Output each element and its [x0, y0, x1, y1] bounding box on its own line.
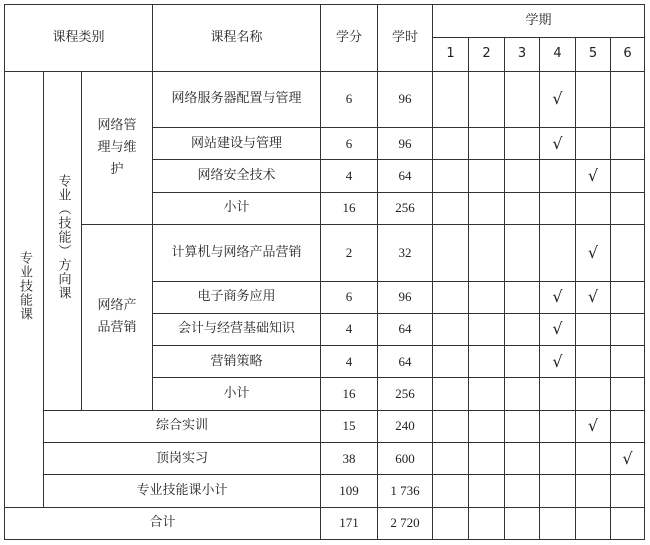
semester-mark [433, 378, 469, 410]
semester-mark: √ [576, 410, 611, 442]
total-hours: 2 720 [378, 507, 433, 539]
header-semester-3: 3 [505, 38, 540, 71]
group-cell [82, 71, 153, 224]
course-name: 网络服务器配置与管理 [153, 71, 321, 128]
semester-mark [433, 475, 469, 507]
semester-mark [505, 225, 540, 282]
semester-mark [433, 160, 469, 192]
semester-mark: √ [540, 346, 576, 378]
semester-mark [469, 378, 505, 410]
semester-mark [576, 346, 611, 378]
semester-mark [540, 160, 576, 192]
semester-mark [540, 443, 576, 475]
semester-mark [611, 192, 645, 224]
course-credit: 4 [321, 160, 378, 192]
semester-mark [540, 475, 576, 507]
header-hours: 学时 [378, 5, 433, 72]
semester-mark [505, 313, 540, 345]
semester-mark [540, 225, 576, 282]
subtotal-credit: 16 [321, 192, 378, 224]
header-row-1 [5, 5, 645, 38]
course-hours: 64 [378, 160, 433, 192]
course-hours: 64 [378, 313, 433, 345]
semester-mark: √ [576, 160, 611, 192]
subtotal-label: 小计 [153, 192, 321, 224]
semester-mark [505, 410, 540, 442]
category-sub-cell [44, 71, 82, 410]
header-credit: 学分 [321, 5, 378, 72]
semester-mark [611, 281, 645, 313]
course-credit: 4 [321, 313, 378, 345]
semester-mark [505, 71, 540, 128]
semester-mark [505, 378, 540, 410]
subtotal-credit: 109 [321, 475, 378, 507]
course-hours: 96 [378, 128, 433, 160]
semester-mark: √ [540, 128, 576, 160]
category-main: 专业技能课 [17, 250, 32, 321]
semester-mark [576, 71, 611, 128]
semester-mark: √ [576, 225, 611, 282]
course-name: 顶岗实习 [44, 443, 321, 475]
semester-mark [576, 378, 611, 410]
semester-mark [469, 71, 505, 128]
course-hours: 96 [378, 281, 433, 313]
subtotal-label: 小计 [153, 378, 321, 410]
subtotal-label: 专业技能课小计 [44, 475, 321, 507]
semester-mark [469, 192, 505, 224]
header-category: 课程类别 [5, 5, 153, 72]
course-hours: 240 [378, 410, 433, 442]
semester-mark [433, 128, 469, 160]
semester-mark [611, 410, 645, 442]
header-semester-2: 2 [469, 38, 505, 71]
semester-mark [469, 443, 505, 475]
course-credit: 2 [321, 225, 378, 282]
semester-mark: √ [540, 313, 576, 345]
curriculum-table [4, 4, 645, 540]
course-hours: 96 [378, 71, 433, 128]
semester-mark [469, 225, 505, 282]
semester-mark [576, 313, 611, 345]
total-row [5, 507, 645, 539]
header-semester-5: 5 [576, 38, 611, 71]
semester-mark: √ [540, 71, 576, 128]
subtotal-credit: 16 [321, 378, 378, 410]
course-name: 营销策略 [153, 346, 321, 378]
semester-mark: √ [540, 281, 576, 313]
group-cell [82, 225, 153, 411]
semester-mark [469, 475, 505, 507]
subtotal-hours: 256 [378, 192, 433, 224]
header-semester: 学期 [433, 5, 645, 38]
semester-mark [469, 346, 505, 378]
semester-mark [505, 507, 540, 539]
semester-mark [611, 475, 645, 507]
semester-mark [505, 160, 540, 192]
semester-mark [433, 281, 469, 313]
semester-mark [433, 410, 469, 442]
course-name: 网络安全技术 [153, 160, 321, 192]
course-credit: 6 [321, 281, 378, 313]
semester-mark [611, 507, 645, 539]
subtotal-hours: 256 [378, 378, 433, 410]
semester-mark [540, 410, 576, 442]
subtotal-row [5, 475, 645, 507]
subtotal-hours: 1 736 [378, 475, 433, 507]
total-label: 合计 [5, 507, 321, 539]
category-sub: 专业（技能）方向课 [55, 174, 71, 301]
semester-mark: √ [611, 443, 645, 475]
semester-mark [611, 346, 645, 378]
semester-mark [505, 281, 540, 313]
course-credit: 38 [321, 443, 378, 475]
semester-mark [540, 378, 576, 410]
semester-mark [540, 507, 576, 539]
semester-mark: √ [576, 281, 611, 313]
course-hours: 64 [378, 346, 433, 378]
semester-mark [469, 281, 505, 313]
course-name: 计算机与网络产品营销 [153, 225, 321, 282]
course-credit: 6 [321, 128, 378, 160]
semester-mark [611, 378, 645, 410]
header-semester-4: 4 [540, 38, 576, 71]
semester-mark [611, 313, 645, 345]
table-row [5, 71, 645, 128]
semester-mark [433, 346, 469, 378]
table-row [5, 443, 645, 475]
course-credit: 4 [321, 346, 378, 378]
semester-mark [576, 475, 611, 507]
semester-mark [505, 443, 540, 475]
course-name: 网站建设与管理 [153, 128, 321, 160]
course-name: 综合实训 [44, 410, 321, 442]
semester-mark [469, 410, 505, 442]
semester-mark [611, 225, 645, 282]
semester-mark [611, 160, 645, 192]
course-hours: 600 [378, 443, 433, 475]
course-credit: 15 [321, 410, 378, 442]
course-hours: 32 [378, 225, 433, 282]
semester-mark [576, 192, 611, 224]
semester-mark [469, 507, 505, 539]
semester-mark [433, 71, 469, 128]
header-semester-6: 6 [611, 38, 645, 71]
course-name: 会计与经营基础知识 [153, 313, 321, 345]
total-credit: 171 [321, 507, 378, 539]
table-row [5, 225, 645, 282]
semester-mark [433, 507, 469, 539]
semester-mark [505, 346, 540, 378]
semester-mark [505, 192, 540, 224]
semester-mark [469, 160, 505, 192]
semester-mark [433, 443, 469, 475]
semester-mark [469, 128, 505, 160]
table-row [5, 410, 645, 442]
group-name: 网络管理与维护 [97, 117, 137, 177]
group-name: 网络产品营销 [97, 298, 137, 336]
header-course-name: 课程名称 [153, 5, 321, 72]
course-credit: 6 [321, 71, 378, 128]
semester-mark [611, 71, 645, 128]
semester-mark [505, 128, 540, 160]
header-semester-1: 1 [433, 38, 469, 71]
semester-mark [469, 313, 505, 345]
semester-mark [576, 128, 611, 160]
semester-mark [540, 192, 576, 224]
semester-mark [433, 225, 469, 282]
semester-mark [433, 192, 469, 224]
category-main-cell [5, 71, 44, 507]
semester-mark [576, 507, 611, 539]
semester-mark [611, 128, 645, 160]
course-name: 电子商务应用 [153, 281, 321, 313]
semester-mark [576, 443, 611, 475]
semester-mark [433, 313, 469, 345]
semester-mark [505, 475, 540, 507]
